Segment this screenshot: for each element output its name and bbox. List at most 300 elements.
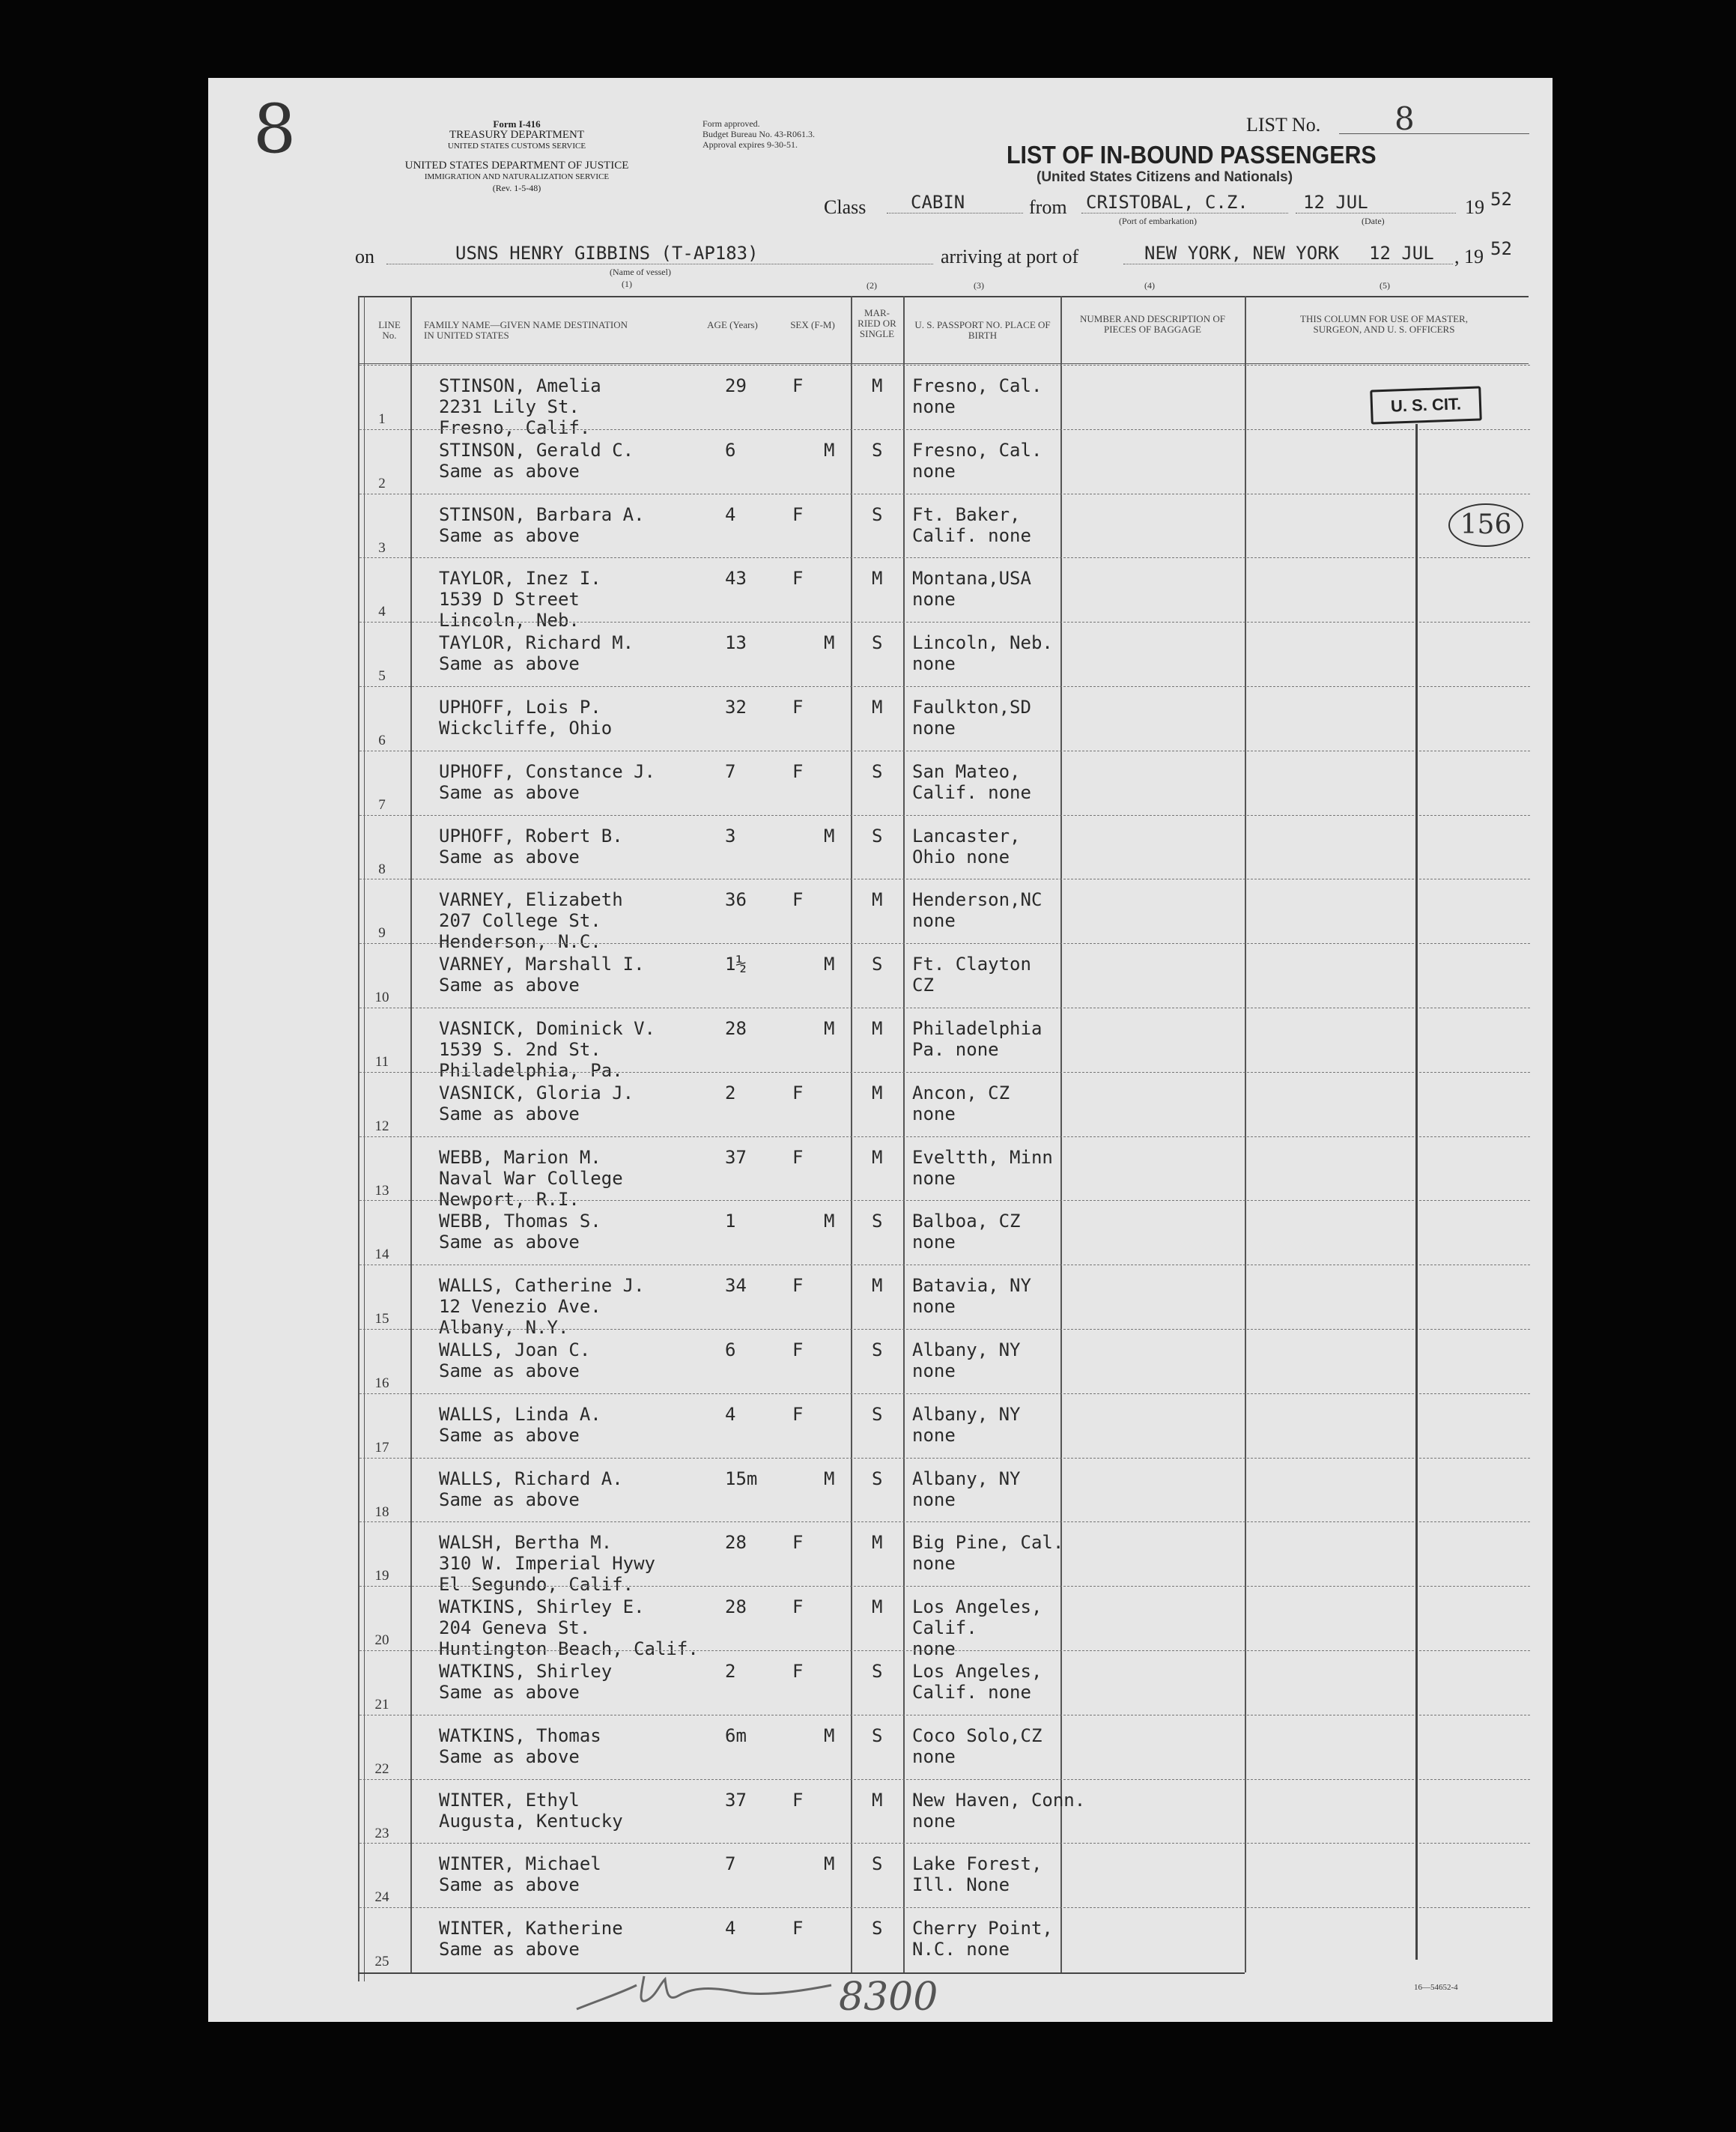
arriving-label: arriving at port of — [941, 246, 1079, 267]
sex-male: M — [824, 954, 835, 975]
place-of-birth — [912, 761, 1031, 803]
table-row — [358, 557, 1529, 632]
us-citizen-stamp: U. S. CIT. — [1370, 386, 1482, 424]
name-line: 204 Geneva St. — [439, 1617, 591, 1639]
line-number: 4 — [378, 604, 386, 620]
col-num-married: (2) — [867, 280, 877, 291]
arrival-date: 12 JUL — [1369, 243, 1434, 264]
sex-male: M — [824, 825, 835, 847]
vessel-column-number: (1) — [622, 279, 632, 289]
list-no-label: LIST No. — [1246, 114, 1321, 136]
line-number: 8 — [378, 861, 386, 877]
header-sex: SEX (F-M) — [790, 319, 835, 330]
name-line: Same as above — [439, 975, 580, 996]
age: 6m — [725, 1724, 747, 1746]
age: 28 — [725, 1532, 747, 1554]
year-value: 52 — [1490, 189, 1512, 210]
birth-line: none — [912, 718, 956, 739]
row-separator — [359, 879, 1530, 880]
row-separator — [359, 1265, 1530, 1266]
arrival-port: NEW YORK, NEW YORK — [1144, 243, 1340, 264]
row-separator — [359, 1329, 1530, 1330]
name-line: Same as above — [439, 1232, 580, 1253]
dept-treasury: TREASURY DEPARTMENT — [449, 129, 585, 141]
marital-status: S — [872, 825, 883, 847]
line-number: 14 — [374, 1247, 389, 1263]
birth-line: Pa. none — [912, 1039, 999, 1060]
table-row — [358, 1072, 1529, 1136]
line-number: 24 — [374, 1889, 389, 1906]
birth-line: Los Angeles, — [912, 1661, 1042, 1682]
birth-line: San Mateo, — [912, 760, 1021, 782]
name-line: STINSON, Gerald C. — [439, 439, 634, 461]
marital-status: M — [872, 1146, 883, 1168]
line-number: 13 — [374, 1182, 389, 1199]
sex-female: F — [792, 375, 804, 396]
birth-line: none — [912, 1745, 956, 1767]
marital-status: M — [872, 1532, 883, 1554]
age: 2 — [725, 1661, 736, 1682]
sex-female: F — [792, 1339, 804, 1360]
place-of-birth — [912, 632, 1053, 674]
marital-status: S — [872, 1468, 883, 1489]
table-row — [358, 494, 1529, 558]
line-number: 6 — [378, 733, 386, 748]
birth-line: Los Angeles, — [912, 1596, 1042, 1618]
passenger-name-dest — [439, 954, 645, 996]
marital-status: M — [872, 1018, 883, 1039]
birth-line: none — [912, 1296, 956, 1318]
vessel-caption: (Name of vessel) — [610, 267, 671, 277]
place-of-birth — [912, 1468, 1021, 1510]
place-of-birth — [912, 1725, 1042, 1767]
date-caption: (Date) — [1362, 216, 1385, 226]
age: 2 — [725, 1082, 736, 1103]
line-number: 22 — [374, 1760, 389, 1777]
age: 13 — [725, 632, 747, 654]
name-line: WINTER, Michael — [439, 1853, 601, 1875]
sex-female: F — [792, 1532, 804, 1554]
row-separator — [359, 622, 1530, 623]
place-of-birth — [912, 1918, 1053, 1960]
marital-status: M — [872, 1789, 883, 1811]
place-of-birth — [912, 1147, 1053, 1189]
place-of-birth — [912, 889, 1042, 931]
sex-female: F — [792, 1596, 804, 1618]
name-line: Same as above — [439, 1489, 580, 1510]
place-of-birth — [912, 504, 1031, 546]
name-line: WEBB, Thomas S. — [439, 1211, 601, 1232]
age: 6 — [725, 1339, 736, 1360]
sex-male: M — [824, 1724, 835, 1746]
line-number: 3 — [378, 539, 386, 556]
col-num-officers: (5) — [1380, 280, 1390, 291]
row-separator — [359, 1907, 1530, 1909]
passenger-name-dest — [439, 761, 655, 803]
name-line: WALLS, Catherine J. — [439, 1275, 645, 1297]
row-separator — [359, 943, 1530, 945]
sex-male: M — [824, 439, 835, 461]
table-row — [358, 751, 1529, 815]
birth-line: Lake Forest, — [912, 1853, 1042, 1875]
class-value: CABIN — [911, 192, 965, 213]
birth-line: Ft. Clayton — [912, 954, 1031, 975]
birth-line: Philadelphia — [912, 1018, 1042, 1039]
line-number: 20 — [374, 1632, 389, 1649]
name-line: Newport, R.I. — [439, 1188, 580, 1210]
sex-male: M — [824, 1211, 835, 1232]
name-line: UPHOFF, Robert B. — [439, 825, 623, 847]
passenger-name-dest — [439, 504, 645, 546]
header-name: FAMILY NAME—GIVEN NAME DESTINATION IN UNITED STATES — [424, 319, 628, 341]
name-line: 12 Venezio Ave. — [439, 1296, 601, 1318]
line-number: 25 — [374, 1954, 389, 1970]
on-label: on — [355, 246, 374, 267]
col-num-passport: (3) — [974, 280, 984, 291]
name-line: UPHOFF, Lois P. — [439, 697, 601, 718]
footer-number: 8300 — [839, 1975, 938, 2020]
birth-line: Montana,USA — [912, 568, 1031, 590]
table-row — [358, 1521, 1529, 1596]
place-of-birth — [912, 1082, 1010, 1124]
marital-status: M — [872, 889, 883, 911]
row-separator — [359, 1393, 1530, 1395]
birth-line: Fresno, Cal. — [912, 375, 1042, 396]
header-officers: THIS COLUMN FOR USE OF MASTER, SURGEON, AND U. S. OFFICERS — [1300, 313, 1468, 335]
approval-expires: Approval expires 9-30-51. — [702, 139, 798, 150]
line-number: 5 — [378, 668, 386, 685]
birth-line: none — [912, 589, 956, 611]
sex-female: F — [792, 503, 804, 525]
name-line: Fresno, Calif. — [439, 417, 591, 438]
place-of-birth — [912, 1339, 1021, 1381]
header-bottom-border — [358, 363, 1529, 364]
name-line: WATKINS, Shirley — [439, 1661, 613, 1682]
line-number: 17 — [374, 1439, 389, 1456]
name-line: Same as above — [439, 524, 580, 546]
table-row — [358, 1329, 1529, 1393]
birth-line: Ft. Baker, — [912, 503, 1021, 525]
birth-line: Calif. — [912, 1617, 977, 1639]
name-line: Naval War College — [439, 1167, 623, 1189]
birth-line: Calif. none — [912, 781, 1031, 803]
row-separator — [359, 494, 1530, 495]
name-line: WATKINS, Shirley E. — [439, 1596, 645, 1618]
row-separator — [359, 1650, 1530, 1652]
name-line: WATKINS, Thomas — [439, 1724, 601, 1746]
marital-status: S — [872, 954, 883, 975]
line-number: 16 — [374, 1375, 389, 1391]
passenger-name-dest — [439, 1661, 612, 1703]
dept-treasury-sub: UNITED STATES CUSTOMS SERVICE — [447, 142, 586, 151]
birth-line: Albany, NY — [912, 1468, 1021, 1489]
line-number: 18 — [374, 1503, 389, 1520]
vessel-name: USNS HENRY GIBBINS (T-AP183) — [455, 243, 759, 264]
place-of-birth — [912, 440, 1042, 482]
name-line: WINTER, Ethyl — [439, 1789, 580, 1811]
place-of-birth — [912, 1404, 1021, 1446]
age: 28 — [725, 1018, 747, 1039]
table-row — [358, 429, 1529, 494]
row-separator — [359, 429, 1530, 431]
table-row — [358, 686, 1529, 751]
marital-status: M — [872, 1275, 883, 1297]
from-label: from — [1029, 196, 1067, 218]
sex-male: M — [824, 632, 835, 654]
officer-check-line — [1415, 424, 1418, 1960]
line-number: 1 — [378, 411, 386, 427]
name-line: Same as above — [439, 460, 580, 482]
birth-line: N.C. none — [912, 1939, 1010, 1960]
header-age: AGE (Years) — [707, 319, 758, 330]
age: 28 — [725, 1596, 747, 1618]
line-number: 2 — [378, 475, 386, 491]
birth-line: none — [912, 1810, 956, 1832]
name-line: STINSON, Barbara A. — [439, 503, 645, 525]
row-separator — [359, 1200, 1530, 1202]
passenger-name-dest — [439, 826, 623, 867]
sex-female: F — [792, 889, 804, 911]
embark-date: 12 JUL — [1303, 192, 1368, 213]
name-line: VASNICK, Dominick V. — [439, 1018, 655, 1039]
form-approved: Form approved. — [702, 118, 760, 129]
marital-status: S — [872, 1724, 883, 1746]
age: 34 — [725, 1275, 747, 1297]
page-title: LIST OF IN-BOUND PASSENGERS — [1007, 141, 1377, 169]
name-line: Same as above — [439, 781, 580, 803]
birth-line: none — [912, 1360, 956, 1381]
birth-line: Lancaster, — [912, 825, 1021, 847]
birth-line: none — [912, 1103, 956, 1124]
birth-line: CZ — [912, 975, 934, 996]
row-separator — [359, 751, 1530, 752]
birth-line: none — [912, 1489, 956, 1510]
line-number: 7 — [378, 796, 386, 813]
birth-line: none — [912, 1553, 956, 1575]
name-line: Henderson, N.C. — [439, 931, 601, 953]
birth-line: Batavia, NY — [912, 1275, 1031, 1297]
birth-line: none — [912, 460, 956, 482]
table-row — [358, 1136, 1529, 1210]
table-top-border — [358, 296, 1529, 297]
table-row — [358, 1715, 1529, 1779]
name-line: Albany, N.Y. — [439, 1317, 569, 1339]
passenger-name-dest — [439, 1853, 601, 1895]
table-row — [358, 1200, 1529, 1265]
age: 36 — [725, 889, 747, 911]
table-row — [358, 622, 1529, 686]
header-married: MAR- RIED OR SINGLE — [858, 307, 896, 339]
sex-female: F — [792, 697, 804, 718]
table-row — [358, 943, 1529, 1008]
sex-female: F — [792, 760, 804, 782]
table-row — [358, 879, 1529, 953]
name-line: WALLS, Linda A. — [439, 1403, 601, 1425]
line-number: 10 — [374, 990, 389, 1006]
place-of-birth — [912, 1275, 1031, 1317]
line-number: 11 — [374, 1054, 389, 1070]
row-separator — [359, 686, 1530, 688]
port-of-embarkation: CRISTOBAL, C.Z. — [1086, 192, 1248, 213]
age: 4 — [725, 1403, 736, 1425]
birth-line: Ohio none — [912, 846, 1010, 867]
signature — [569, 1963, 839, 2023]
birth-line: Coco Solo,CZ — [912, 1724, 1042, 1746]
page-subtitle: (United States Citizens and Nationals) — [1037, 169, 1293, 185]
age: 37 — [725, 1789, 747, 1811]
birth-line: Ill. None — [912, 1874, 1010, 1896]
rev-date: (Rev. 1-5-48) — [492, 183, 541, 193]
name-line: Same as above — [439, 1874, 580, 1896]
name-line: 2231 Lily St. — [439, 396, 580, 417]
line-number: 15 — [374, 1311, 389, 1327]
name-line: VARNEY, Elizabeth — [439, 889, 623, 911]
birth-line: Big Pine, Cal. — [912, 1532, 1064, 1554]
name-line: STINSON, Amelia — [439, 375, 601, 396]
place-of-birth — [912, 1532, 1063, 1574]
passenger-name-dest — [439, 1468, 623, 1510]
name-line: Same as above — [439, 653, 580, 675]
row-separator — [359, 1586, 1530, 1587]
place-of-birth — [912, 1853, 1042, 1895]
name-line: Philadelphia, Pa. — [439, 1060, 623, 1081]
sex-male: M — [824, 1468, 835, 1489]
row-separator — [359, 1521, 1530, 1523]
place-of-birth — [912, 568, 1031, 610]
birth-line: Faulkton,SD — [912, 697, 1031, 718]
place-of-birth — [912, 954, 1031, 996]
sex-male: M — [824, 1853, 835, 1875]
marital-status: S — [872, 632, 883, 654]
place-of-birth — [912, 1790, 1085, 1832]
passenger-table — [358, 296, 1529, 1981]
marital-status: M — [872, 697, 883, 718]
place-of-birth — [912, 375, 1042, 417]
marital-status: S — [872, 1853, 883, 1875]
name-line: WEBB, Marion M. — [439, 1146, 601, 1168]
table-row — [358, 1843, 1529, 1907]
name-line: Same as above — [439, 1103, 580, 1124]
name-line: Same as above — [439, 1360, 580, 1381]
birth-line: Lincoln, Neb. — [912, 632, 1053, 654]
name-line: Wickcliffe, Ohio — [439, 718, 613, 739]
sex-female: F — [792, 1661, 804, 1682]
age: 29 — [725, 375, 747, 396]
col-num-baggage: (4) — [1144, 280, 1155, 291]
birth-line: Calif. none — [912, 524, 1031, 546]
header-line-no: LINE No. — [378, 319, 401, 341]
place-of-birth — [912, 1661, 1042, 1703]
passenger-name-dest — [439, 1082, 634, 1124]
marital-status: M — [872, 1082, 883, 1103]
circled-number: 156 — [1448, 503, 1523, 547]
marital-status: S — [872, 1211, 883, 1232]
place-of-birth — [912, 1018, 1042, 1060]
name-line: UPHOFF, Constance J. — [439, 760, 655, 782]
place-of-birth — [912, 826, 1021, 867]
birth-line: Eveltth, Minn — [912, 1146, 1053, 1168]
birth-line: Ancon, CZ — [912, 1082, 1010, 1103]
age: 6 — [725, 439, 736, 461]
passenger-name-dest — [439, 697, 612, 739]
marital-status: S — [872, 1339, 883, 1360]
row-separator — [359, 1715, 1530, 1716]
name-line: TAYLOR, Inez I. — [439, 568, 601, 590]
line-number: 23 — [374, 1825, 389, 1841]
age: 15m — [725, 1468, 758, 1489]
name-line: Same as above — [439, 1424, 580, 1446]
name-line: WALLS, Richard A. — [439, 1468, 623, 1489]
birth-line: Albany, NY — [912, 1339, 1021, 1360]
passenger-name-dest — [439, 1211, 601, 1253]
name-line: Augusta, Kentucky — [439, 1810, 623, 1832]
passenger-name-dest — [439, 1404, 601, 1446]
table-row — [358, 1008, 1529, 1081]
marital-status: M — [872, 1596, 883, 1618]
sex-female: F — [792, 1146, 804, 1168]
birth-line: none — [912, 1232, 956, 1253]
birth-line: Henderson,NC — [912, 889, 1042, 911]
passenger-name-dest — [439, 1725, 601, 1767]
marital-status: S — [872, 503, 883, 525]
name-line: El Segundo, Calif. — [439, 1574, 634, 1596]
passenger-name-dest — [439, 1918, 623, 1960]
table-row — [358, 365, 1529, 438]
age: 1½ — [725, 954, 747, 975]
form-number — [359, 118, 674, 152]
approval-block — [702, 118, 815, 150]
row-separator — [359, 1008, 1530, 1009]
birth-line: none — [912, 1424, 956, 1446]
name-line: Same as above — [439, 1745, 580, 1767]
marital-status: S — [872, 1918, 883, 1939]
budget-bureau: Budget Bureau No. 43-R061.3. — [702, 129, 815, 139]
age: 1 — [725, 1211, 736, 1232]
port-caption: (Port of embarkation) — [1119, 216, 1197, 226]
passenger-name-dest — [439, 632, 634, 674]
table-row — [358, 1458, 1529, 1522]
list-no-line — [1339, 133, 1529, 134]
sex-male: M — [824, 1018, 835, 1039]
name-line: Lincoln, Neb. — [439, 610, 580, 632]
birth-line: Fresno, Cal. — [912, 439, 1042, 461]
row-separator — [359, 557, 1530, 559]
birth-line: Cherry Point, — [912, 1918, 1053, 1939]
row-separator — [359, 815, 1530, 817]
line-number: 21 — [374, 1697, 389, 1712]
row-separator — [359, 1072, 1530, 1073]
year-prefix: 19 — [1465, 196, 1484, 218]
age: 7 — [725, 760, 736, 782]
birth-line: Calif. none — [912, 1682, 1031, 1703]
age: 7 — [725, 1853, 736, 1875]
passenger-name-dest — [439, 440, 634, 482]
header-passport: U. S. PASSPORT NO. PLACE OF BIRTH — [914, 319, 1051, 341]
sex-female: F — [792, 1918, 804, 1939]
line-number: 19 — [374, 1568, 389, 1584]
marital-status: M — [872, 568, 883, 590]
birth-line: Balboa, CZ — [912, 1211, 1021, 1232]
name-line: WALLS, Joan C. — [439, 1339, 591, 1360]
place-of-birth — [912, 1211, 1021, 1253]
name-line: Same as above — [439, 1939, 580, 1960]
birth-line: New Haven, Conn. — [912, 1789, 1086, 1811]
name-line: WALSH, Bertha M. — [439, 1532, 613, 1554]
sex-female: F — [792, 1275, 804, 1297]
row-separator — [359, 1779, 1530, 1781]
marital-status: S — [872, 1661, 883, 1682]
header-baggage: NUMBER AND DESCRIPTION OF PIECES OF BAGGAGE — [1080, 313, 1225, 335]
